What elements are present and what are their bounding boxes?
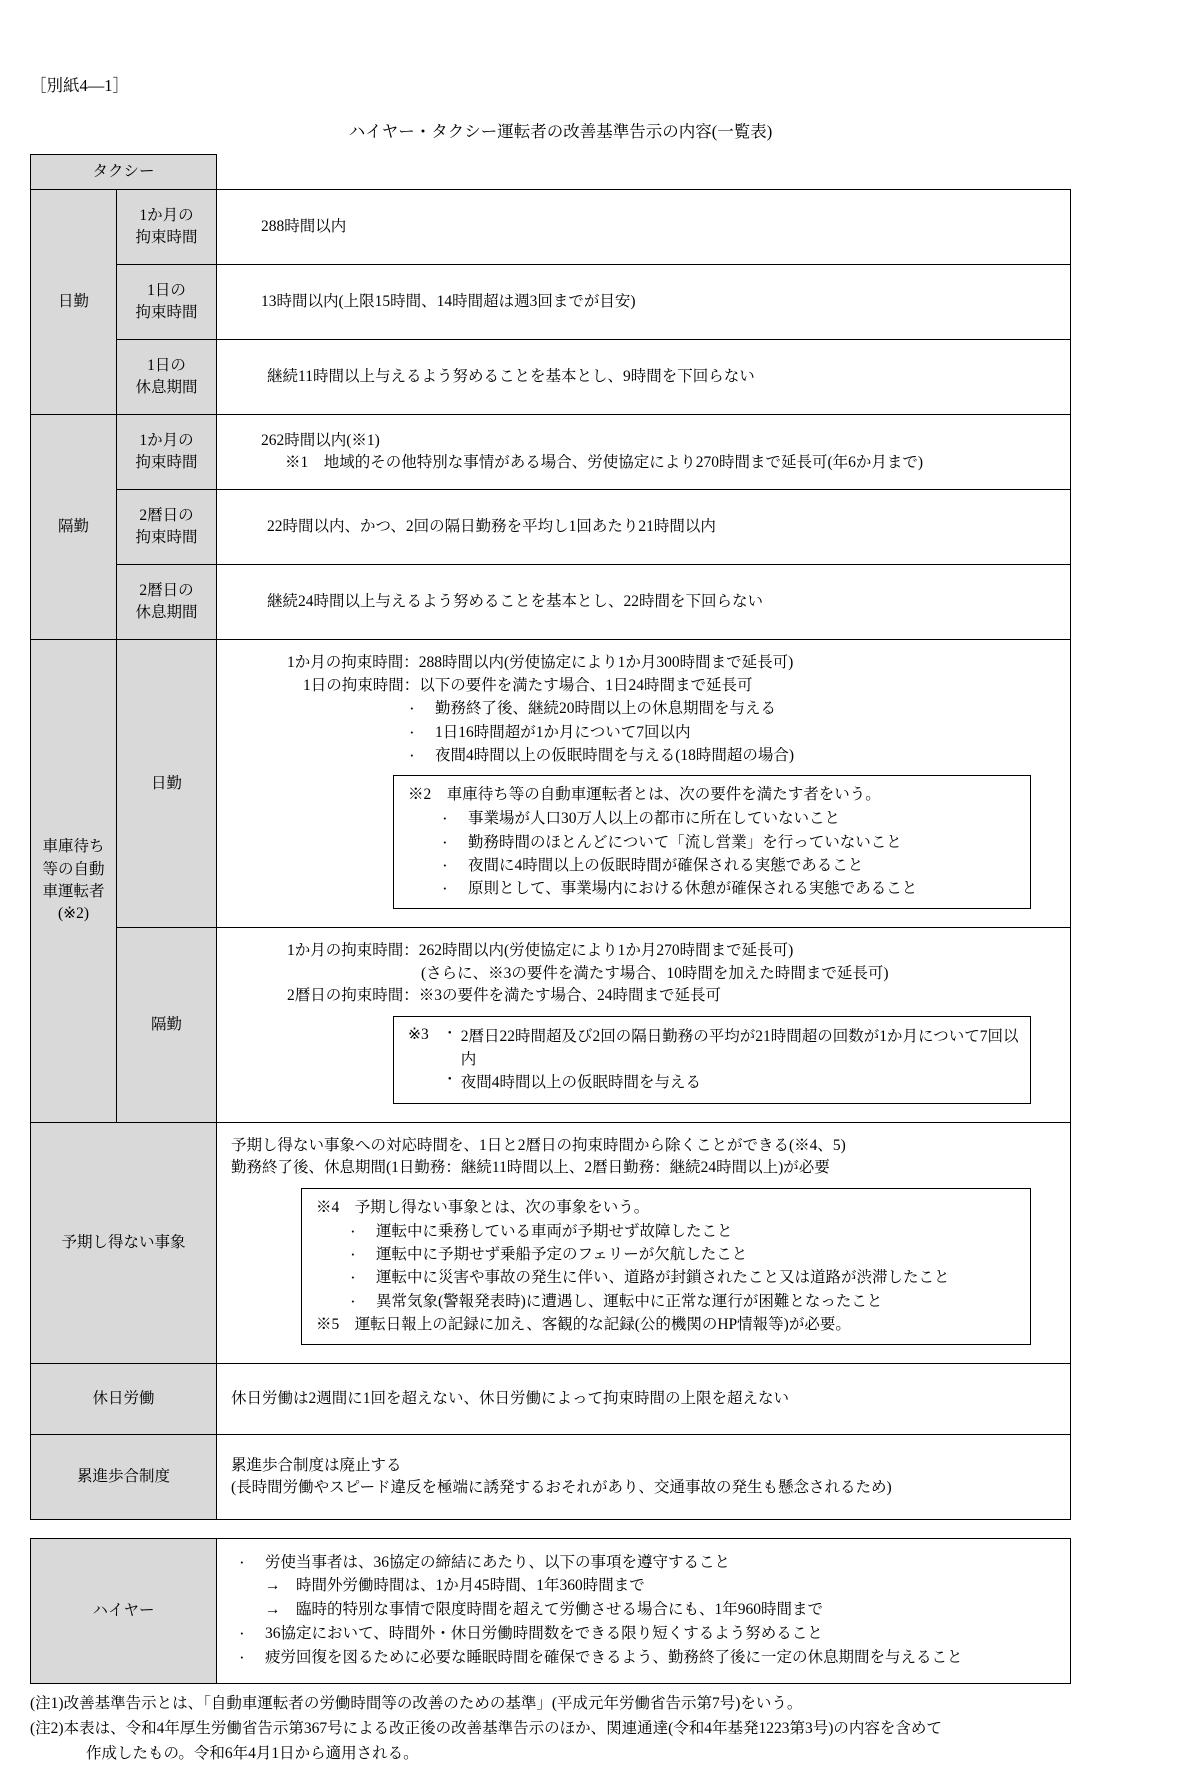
document-title: ハイヤー・タクシー運転者の改善基準告示の内容(一覧表) — [348, 122, 773, 141]
hire-table — [30, 1538, 1071, 1684]
note5-text: ※5 運転日報上の記録に加え、客観的な記録(公的機関のHP情報等)が必要。 — [316, 1315, 851, 1333]
list-item: ・ 2暦日22時間超及び2回の隔日勤務の平均が21時間超の回数が1か月について7回以内 — [443, 1025, 1020, 1072]
category-kakkin-label: 隔勤 — [57, 518, 89, 536]
table-row — [31, 340, 1071, 415]
table-row — [31, 640, 1071, 928]
footnote-2-line2: 作成したもの。令和6年4月1日から適用される。 — [86, 1744, 419, 1762]
category-nikkin-label: 日勤 — [57, 293, 89, 311]
footnotes — [30, 1692, 1150, 1766]
garage-kakkin-line1: 1か月の拘束時間：262時間以内(労使協定により1か月270時間まで延長可) — [287, 942, 794, 960]
header-taxi: タクシー — [31, 155, 217, 190]
category-garage-line2: 等の自動 — [42, 860, 105, 878]
cell-nikkin-month-value: 288時間以内 — [217, 190, 1071, 265]
subrow-kakkin-rest — [117, 565, 217, 640]
subrow-label-line1: 2暦日の — [139, 507, 194, 524]
table-row — [31, 190, 1071, 265]
kakkin-month-line1: 262時間以内(※1) — [261, 432, 380, 449]
table-row — [31, 265, 1071, 340]
list-item: · 夜間に4時間以上の仮眠時間が確保される実態であること — [434, 854, 1020, 877]
subrow-label-line2: 拘束時間 — [135, 529, 198, 547]
note4-bullets — [342, 1220, 1020, 1313]
cell-holiday-work: 休日労働は2週間に1回を超えない、休日労働によって拘束時間の上限を超えない — [217, 1364, 1071, 1435]
progressive-pay-line1: 累進歩合制度は廃止する — [231, 1456, 402, 1474]
cell-nikkin-day-value: 13時間以内(上限15時間、14時間超は週3回までが目安) — [217, 265, 1071, 340]
category-garage-line4: (※2) — [57, 905, 90, 923]
list-item: · 労使当事者は、36協定の締結にあたり、以下の事項を遵守すること — [231, 1551, 1060, 1574]
note3-content — [408, 1024, 1020, 1095]
header-empty-cell — [217, 155, 1071, 190]
cell-hire-content — [217, 1539, 1071, 1684]
subrow-kakkin-2day — [117, 490, 217, 565]
cell-progressive-pay — [217, 1435, 1071, 1520]
subrow-garage-nikkin — [117, 640, 217, 928]
table-row — [31, 1122, 1071, 1363]
garage-nikkin-bullets — [401, 697, 1060, 767]
note3-bullets — [443, 1025, 1020, 1095]
category-garage-line1: 車庫待ち — [42, 838, 105, 856]
cell-unexpected-event — [217, 1122, 1071, 1363]
cell-kakkin-2day-value: 22時間以内、かつ、2回の隔日勤務を平均し1回あたり21時間以内 — [217, 490, 1071, 565]
list-item: · 疲労回復を図るために必要な睡眠時間を確保できるよう、勤務終了後に一定の休息期間を与えること — [231, 1646, 1060, 1669]
list-item: · 原則として、事業場内における休憩が確保される実態であること — [434, 877, 1020, 900]
category-nikkin — [31, 190, 117, 415]
subrow-label-line1: 1日の — [147, 282, 186, 299]
list-item: · 運転中に災害や事故の発生に伴い、道路が封鎖されたこと又は道路が渋滞したこと — [342, 1266, 1020, 1289]
subrow-label-line2: 拘束時間 — [135, 304, 198, 322]
subrow-kakkin-month — [117, 415, 217, 490]
note-box-3 — [393, 1016, 1031, 1104]
category-holiday-work — [31, 1364, 217, 1435]
progressive-pay-line2: (長時間労働やスピード違反を極端に誘発するおそれがあり、交通事故の発生も懸念されるため) — [231, 1479, 892, 1496]
subrow-label-line2: 拘束時間 — [135, 454, 198, 472]
cell-garage-kakkin — [217, 928, 1071, 1122]
subrow-label-line1: 1か月の — [139, 432, 194, 449]
note4-title: ※4 予期し得ない事象とは、次の事象をいう。 — [316, 1198, 650, 1216]
list-item: · 勤務終了後、継続20時間以上の休息期間を与える — [401, 697, 1060, 720]
category-unexpected-label: 予期し得ない事象 — [61, 1233, 186, 1251]
category-garage-wait — [31, 640, 117, 1122]
subrow-garage-nikkin-label: 日勤 — [151, 774, 183, 792]
category-progressive-pay-label: 累進歩合制度 — [77, 1467, 171, 1485]
category-holiday-work-label: 休日労働 — [92, 1389, 155, 1407]
subrow-label-line2: 休息期間 — [135, 379, 198, 397]
subrow-label-line2: 拘束時間 — [135, 229, 198, 247]
subrow-label-line1: 2暦日の — [139, 582, 194, 599]
table-row — [31, 490, 1071, 565]
garage-nikkin-line1: 1か月の拘束時間：288時間以内(労使協定により1か月300時間まで延長可) — [287, 654, 794, 672]
subrow-nikkin-day — [117, 265, 217, 340]
list-item: · 事業場が人口30万人以上の都市に所在していないこと — [434, 807, 1020, 830]
category-kakkin — [31, 415, 117, 640]
list-item: · 36協定において、時間外・休日労働時間数をできる限り短くするよう努めること — [231, 1622, 1060, 1645]
footnote-2-line1: (注2)本表は、令和4年厚生労働省告示第367号による改正後の改善基準告示のほか、関連通達(令和4年基発1223第3号)の内容を含めて — [30, 1719, 942, 1737]
table-row — [31, 415, 1071, 490]
cell-garage-nikkin — [217, 640, 1071, 928]
cell-kakkin-rest-value: 継続24時間以上与えるよう努めることを基本とし、22時間を下回らない — [217, 565, 1071, 640]
list-item: · 勤務時間のほとんどについて「流し営業」を行っていないこと — [434, 831, 1020, 854]
subrow-label-line2: 休息期間 — [135, 604, 198, 622]
note2-title: ※2 車庫待ち等の自動車運転者とは、次の要件を満たす者をいう。 — [408, 786, 881, 804]
list-item: · 運転中に乗務している車両が予期せず故障したこと — [342, 1220, 1020, 1243]
note-box-4 — [301, 1188, 1031, 1346]
subrow-nikkin-rest — [117, 340, 217, 415]
garage-kakkin-line2: (さらに、※3の要件を満たす場合、10時間を加えた時間まで延長可) — [421, 964, 889, 982]
category-hire-label: ハイヤー — [92, 1601, 155, 1619]
list-item: · 運転中に予期せず乗船予定のフェリーが欠航したこと — [342, 1243, 1020, 1266]
list-item: · 1日16時間超が1か月について7回以内 — [401, 721, 1060, 744]
main-standards-table — [30, 154, 1071, 1520]
category-garage-line3: 車運転者 — [42, 883, 105, 901]
cell-nikkin-rest-value: 継続11時間以上与えるよう努めることを基本とし、9時間を下回らない — [217, 340, 1071, 415]
note3-label: ※3 — [408, 1025, 429, 1043]
hire-arrow-1: → 時間外労働時間は、1か月45時間、1年360時間まで — [265, 1577, 645, 1595]
table-row — [31, 928, 1071, 1122]
table-row — [31, 1364, 1071, 1435]
table-gap-spacer — [30, 1520, 1151, 1538]
hire-arrow-2: → 臨時的特別な事情で限度時間を超えて労働させる場合にも、1年960時間まで — [265, 1601, 824, 1619]
list-item: ・ 夜間4時間以上の仮眠時間を与える — [443, 1071, 1020, 1094]
category-unexpected-event — [31, 1122, 217, 1363]
list-item: · 夜間4時間以上の仮眠時間を与える(18時間超の場合) — [401, 744, 1060, 767]
unexpected-line1: 予期し得ない事象への対応時間を、1日と2暦日の拘束時間から除くことができる(※4、5) — [231, 1136, 846, 1154]
footnote-1: (注1)改善基準告示とは、「自動車運転者の労働時間等の改善のための基準」(平成元年労働省告示第7号)をいう。 — [30, 1694, 803, 1712]
table-row — [31, 155, 1071, 190]
table-row — [31, 1539, 1071, 1684]
list-item: · 異常気象(警報発表時)に遭遇し、運転中に正常な運行が困難となったこと — [342, 1290, 1020, 1313]
category-progressive-pay — [31, 1435, 217, 1520]
subrow-nikkin-month — [117, 190, 217, 265]
garage-kakkin-line3: 2暦日の拘束時間：※3の要件を満たす場合、24時間まで延長可 — [287, 987, 722, 1005]
garage-nikkin-line2: 1日の拘束時間：以下の要件を満たす場合、1日24時間まで延長可 — [303, 676, 753, 694]
subrow-garage-kakkin-label: 隔勤 — [151, 1015, 183, 1033]
table-row — [31, 565, 1071, 640]
subrow-garage-kakkin — [117, 928, 217, 1122]
document-reference: ［別紙4―1］ — [30, 76, 129, 95]
unexpected-line2: 勤務終了後、休息期間(1日勤務：継続11時間以上、2暦日勤務：継続24時間以上)が必要 — [231, 1159, 830, 1177]
table-row — [31, 1435, 1071, 1520]
note-box-2 — [393, 775, 1031, 909]
subrow-label-line1: 1日の — [147, 357, 186, 374]
subrow-label-line1: 1か月の — [139, 207, 194, 224]
hire-bullets-rest — [231, 1622, 1060, 1669]
hire-bullets — [231, 1551, 1060, 1574]
category-hire — [31, 1539, 217, 1684]
cell-kakkin-month-value — [217, 415, 1071, 490]
kakkin-month-note1: ※1 地域的その他特別な事情がある場合、労使協定により270時間まで延長可(年6か月まで) — [285, 454, 924, 472]
note2-bullets — [434, 807, 1020, 900]
